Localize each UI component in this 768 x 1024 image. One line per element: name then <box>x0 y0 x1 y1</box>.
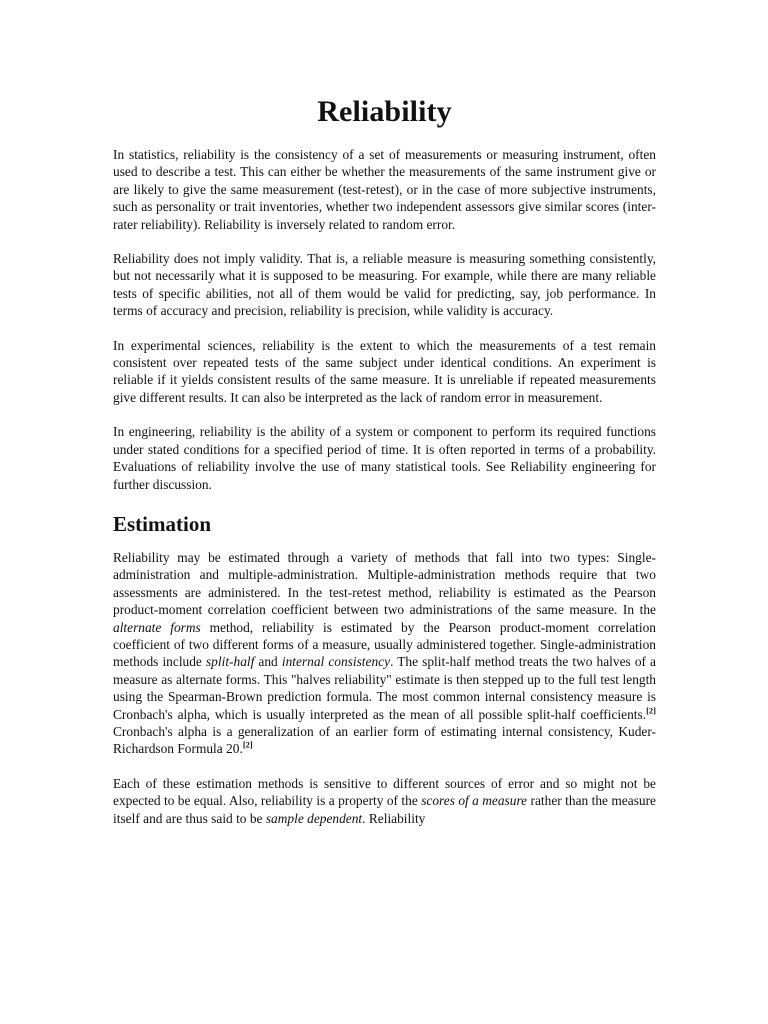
intro-paragraph-2: Reliability does not imply validity. That is, a reliable measure is measuring something consistently, but not necessarily what it is supposed to be measuring. For example, while there are many reliable tests of specific abilities, not all of them would be valid for predicting, say, job performance. In terms of accuracy and precision, reliability is precision, while validity is accuracy. <box>113 251 656 319</box>
term-scores-of-a-measure: scores of a measure <box>421 793 528 809</box>
estimation-paragraph-1 <box>113 549 656 758</box>
intro-paragraph-4: In engineering, reliability is the ability of a system or component to perform its required functions under stated conditions for a specified period of time. It is often reported in terms of a probability. Evaluations of reliability involve the use of many statistical tools. See Reliability engineering for further discussion. <box>113 424 656 492</box>
estimation-paragraph-2 <box>113 775 656 827</box>
section-heading-estimation: Estimation <box>113 511 212 536</box>
term-alternate-forms: alternate forms <box>113 619 201 635</box>
citation-link-2[interactable]: [2] <box>646 705 656 716</box>
text-run: rather than the measure itself and are thus said to be <box>113 793 657 826</box>
citation-link-2b[interactable]: [2] <box>242 739 253 750</box>
term-internal-consistency: internal consistency <box>281 654 391 670</box>
text-run: Cronbach's alpha is a generalization of an earlier form of estimating internal consistency, Kuder-Richardson Formula 20. <box>113 723 656 757</box>
text-run: . The split-half method treats the two halves of a measure as alternate forms. This "halves reliability" estimate is then stepped up to the full test length using the Spearman-Brown prediction formula. The most common internal consistency measure is Cronbach's alpha, which is usually interpreted as the mean of all possible split-half coefficients. <box>113 654 656 722</box>
intro-paragraph-3: In experimental sciences, reliability is the extent to which the measurements of a test remain consistent over repeated tests of the same subject under identical conditions. An experiment is reliable if it yields consistent results of the same measure. It is unreliable if repeated measurements give different results. It can also be interpreted as the lack of random error in measurement. <box>113 337 656 405</box>
intro-paragraph-1: In statistics, reliability is the consistency of a set of measurements or measuring instrument, often used to describe a test. This can either be whether the measurements of the same instrument give or are likely to give the same measurement (test-retest), or in the case of more subjective instruments, such as personality or trait inventories, whether two independent assessors give similar scores (inter-rater reliability). Reliability is inversely related to random error. <box>113 147 656 232</box>
text-run: Each of these estimation methods is sensitive to different sources of error and so might not be expected to be equal. Also, reliability is a property of the <box>113 775 656 809</box>
term-sample-dependent: sample dependent <box>265 810 363 826</box>
text-run: and <box>254 654 282 670</box>
page-title: Reliability <box>317 95 452 128</box>
text-run: method, reliability is estimated by the Pearson product-moment correlation coefficient of two different forms of a measure, usually administered together. Single-administration methods include <box>113 619 656 670</box>
text-run: . Reliability <box>362 810 426 826</box>
text-run: Reliability may be estimated through a variety of methods that fall into two types: Single-administration and multiple-administration. Multiple-administration methods require that two assessments are administered. In the test-retest method, reliability is estimated as the Pearson product-moment correlation coefficient between two administrations of the same measure. In the <box>113 549 656 618</box>
term-split-half: split-half <box>205 654 255 670</box>
